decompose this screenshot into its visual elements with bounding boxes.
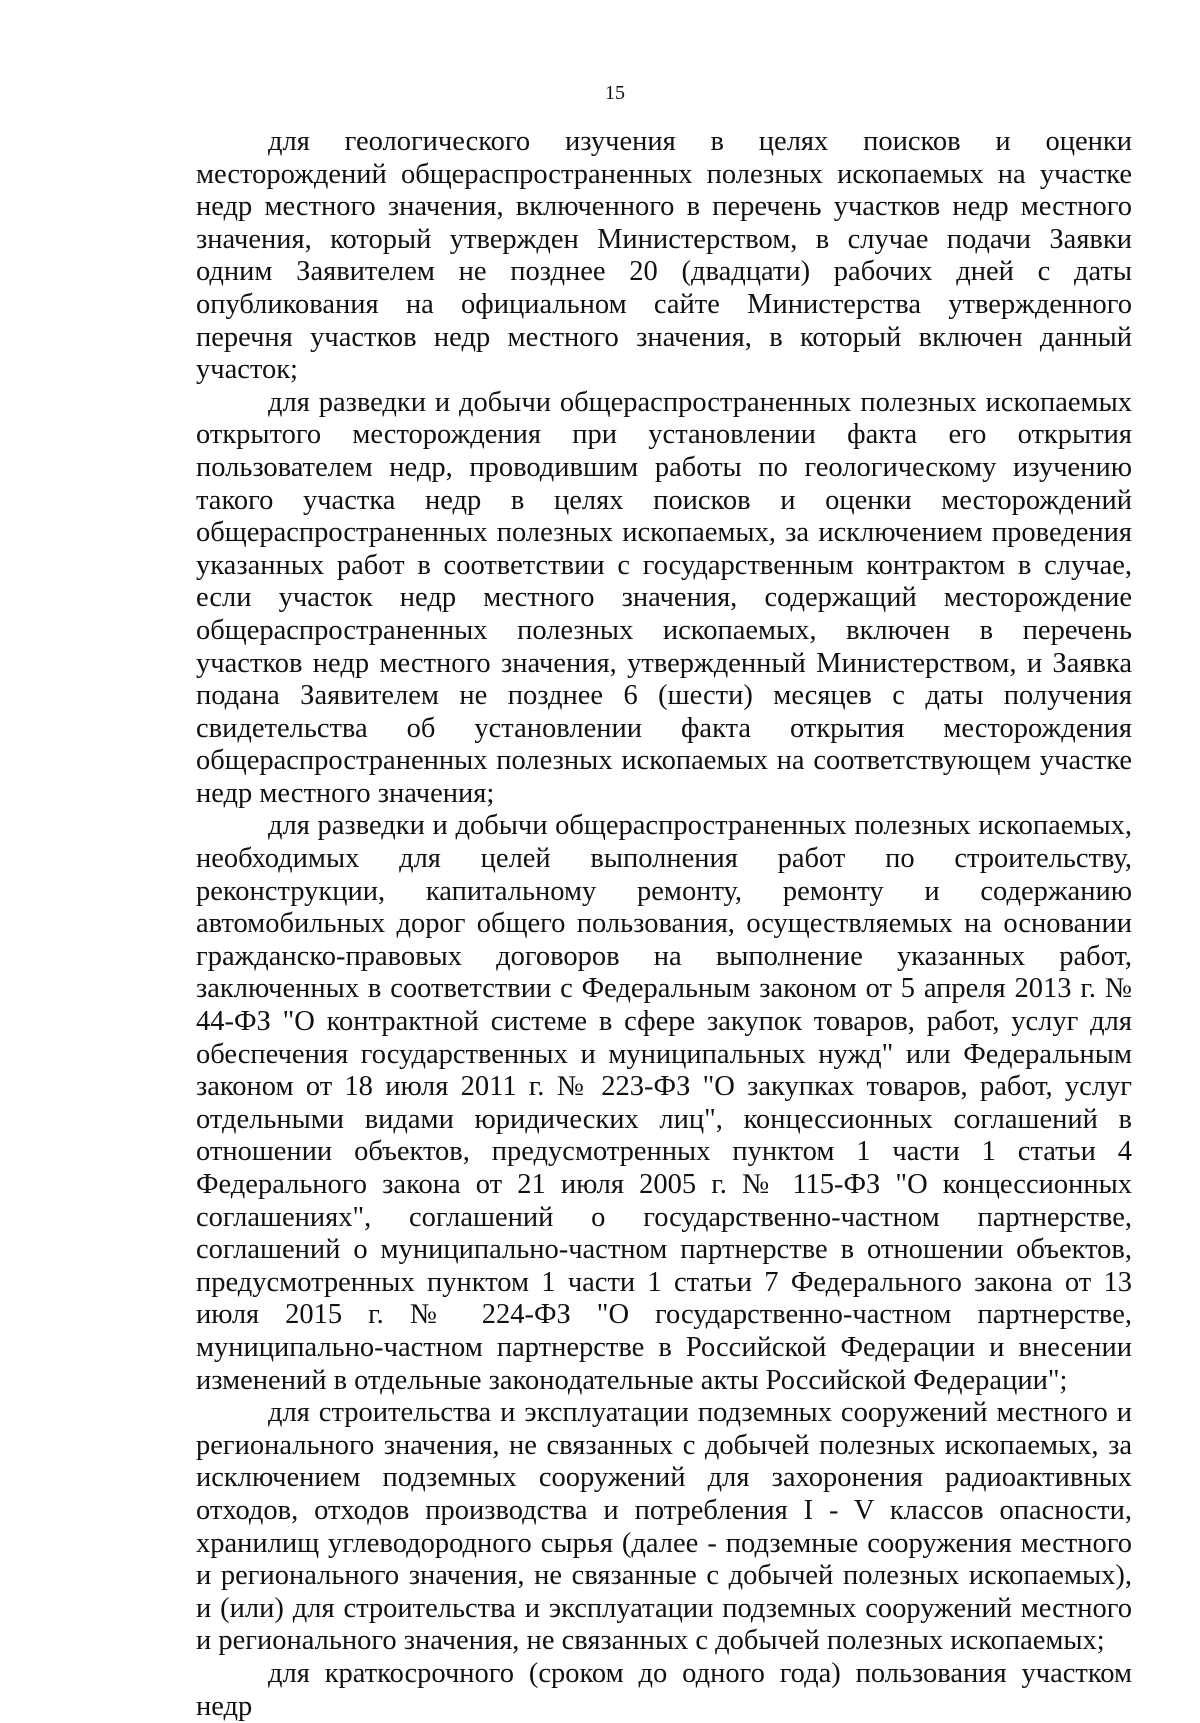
paragraph-discovered-deposit: для разведки и добычи общераспространенных полезных ископаемых открытого месторождения при установлении факта его открытия пользователем недр, проводившим работы по геологическому изучению такого участка недр в целях поисков и оценки месторождений общераспространенных полезных ископаемых, за исключением проведения указанных работ в соответствии с государственным контрактом в случае, если участок недр местного значения, содержащий месторождение общераспространенных полезных ископаемых, включен в перечень участков недр местного значения, утвержденный Министерством, и Заявка подана Заявителем не позднее 6 (шести) месяцев с даты получения свидетельства об установлении факта открытия месторождения общераспространенных полезных ископаемых на соответствующем участке недр местного значения; [196, 386, 1132, 809]
paragraph-underground-structures: для строительства и эксплуатации подземных сооружений местного и регионального значения, не связанных с добычей полезных ископаемых, за исключением подземных сооружений для захоронения радиоактивных отходов, отходов производства и потребления I - V классов опасности, хранилищ углеводородного сырья (далее - подземные сооружения местного и регионального значения, не связанные с добычей полезных ископаемых), и (или) для строительства и эксплуатации подземных сооружений местного и регионального значения, не связанных с добычей полезных ископаемых; [196, 1397, 1132, 1657]
document-body [196, 126, 1132, 1723]
paragraph-geological-study: для геологического изучения в целях поисков и оценки месторождений общераспространенных полезных ископаемых на участке недр местного значения, включенного в перечень участков недр местного значения, который утвержден Министерством, в случае подачи Заявки одним Заявителем не позднее 20 (двадцати) рабочих дней с даты опубликования на официальном сайте Министерства утвержденного перечня участков недр местного значения, в который включен данный участок; [196, 126, 1132, 386]
paragraph-short-term-use: для краткосрочного (сроком до одного года) пользования участком недр [196, 1657, 1132, 1722]
page-number: 15 [605, 82, 625, 104]
paragraph-road-works: для разведки и добычи общераспространенных полезных ископаемых, необходимых для целей выполнения работ по строительству, реконструкции, капитальному ремонту, ремонту и содержанию автомобильных дорог общего пользования, осуществляемых на основании гражданско-правовых договоров на выполнение указанных работ, заключенных в соответствии с Федеральным законом от 5 апреля 2013 г. № 44-ФЗ "О контрактной системе в сфере закупок товаров, работ, услуг для обеспечения государственных и муниципальных нужд" или Федеральным законом от 18 июля 2011 г. № 223-ФЗ "О закупках товаров, работ, услуг отдельными видами юридических лиц", концессионных соглашений в отношении объектов, предусмотренных пунктом 1 части 1 статьи 4 Федерального закона от 21 июля 2005 г. № 115-ФЗ "О концессионных соглашениях", соглашений о государственно-частном партнерстве, соглашений о муниципально-частном партнерстве в отношении объектов, предусмотренных пунктом 1 части 1 статьи 7 Федерального закона от 13 июля 2015 г. № 224-ФЗ "О государственно-частном партнерстве, муниципально-частном партнерстве в Российской Федерации и внесении изменений в отдельные законодательные акты Российской Федерации"; [196, 810, 1132, 1396]
